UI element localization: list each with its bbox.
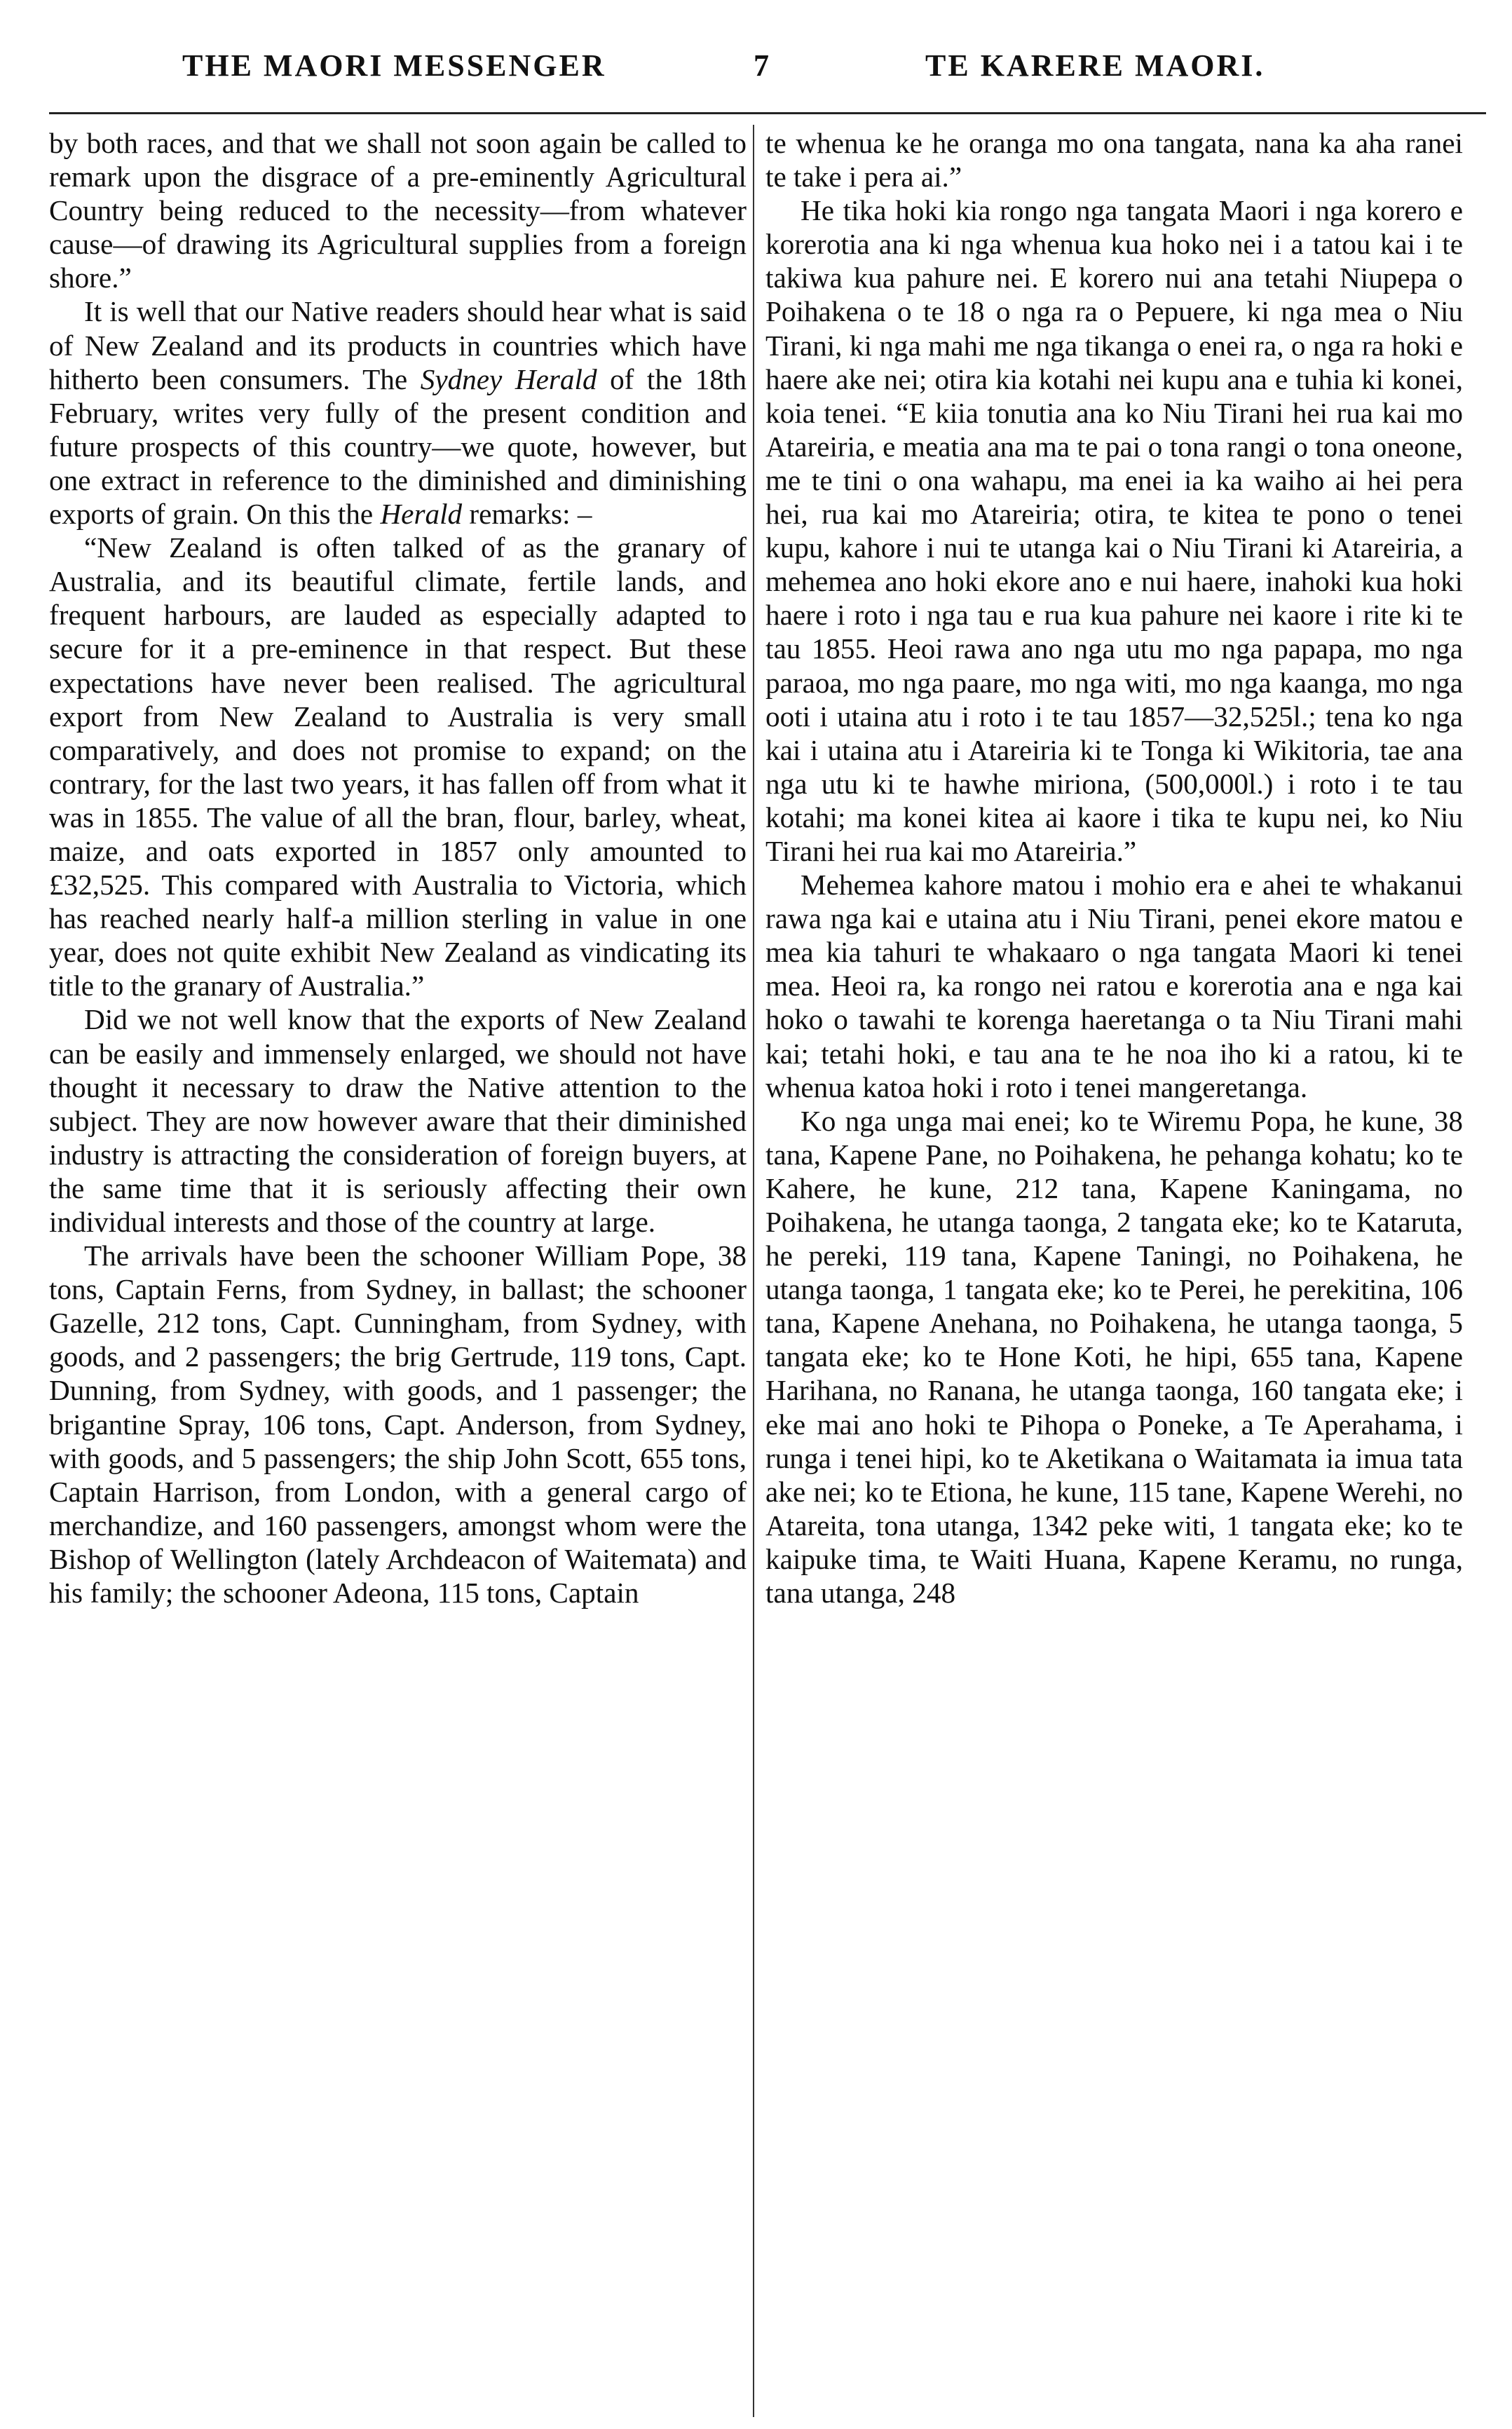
header-rule xyxy=(49,112,1486,114)
english-column xyxy=(49,126,747,1610)
english-paragraph-2 xyxy=(49,294,747,531)
maori-paragraph-2: He tika hoki kia rongo nga tangata Maori i nga korero e korerotia ana ki nga whenua kua hoko nei i a tatou kai i te takiwa kua pahure nei. E korero nui ana tetahi Niupepa o Poihakena o te 18 o nga ra o Pepuere, ki nga mea o Niu Tirani, ki nga mahi me nga tikanga o enei ra, o nga ra hoki e haere ake nei; otira kia kotahi nei kupu ana e tuhia ki konei, koia tenei. “E kiia tonutia ana ko Niu Tirani hei rua kai mo Atareiria, e meatia ana ma te pai o tona rangi o tona oneone, me te tini o ona wahapu, ma enei ia ka waiho ai hei pera hei, rua kai mo Atareiria; otira, te kitea te pono o tenei kupu, kahore i nui te utanga kai o Niu Tirani ki Atareiria, a mehemea ano hoki ekore ano e nui haere, inahoki kua hoki haere i roto i nga tau e rua kua pahure nei kaore i rite ki te tau 1855. Heoi rawa ano nga utu mo nga papapa, mo nga paraoa, mo nga paare, mo nga witi, mo nga kaanga, mo nga ooti i utaina atu i roto i te tau 1857—32,525l.; tena ko nga kai i utaina atu i Atareiria ki te Tonga ki Wikitoria, tae ana nga utu ki te hawhe miriona, (500,000l.) i roto i te tau kotahi; ma konei kitea ai kaore i tika te kupu nei, ko Niu Tirani hei rua kai mo Atareiria.” xyxy=(765,194,1463,867)
maori-column xyxy=(765,126,1463,1610)
header-title-maori: TE KARERE MAORI. xyxy=(925,48,1265,83)
maori-paragraph-1: te whenua ke he oranga mo ona tangata, nana ka aha ranei te take i pera ai.” xyxy=(765,127,1463,193)
column-divider xyxy=(753,125,754,2417)
text-run: of the 18th February, writes very fully of the present condition and future prospects of this country—we quote, however, but one extract in reference to the diminished and diminishing exports of grain. On this the xyxy=(49,362,747,531)
newspaper-name-italic: Sydney Herald xyxy=(420,362,597,395)
english-paragraph-1: by both races, and that we shall not soon again be called to remark upon the disgrace of a pre-eminently Agricultural Country being reduced to the necessity—from whatever cause—of drawing its Agricultural supplies from a foreign shore.” xyxy=(49,127,747,294)
english-paragraph-4: Did we not well know that the exports of New Zealand can be easily and immensely enlarged, we should not have thought it necessary to draw the Native attention to the subject. They are now however aware that their diminished industry is attracting the consideration of foreign buyers, at the same time that it is seriously affecting their own individual interests and those of the country at large. xyxy=(49,1003,747,1238)
text-run: remarks: – xyxy=(462,498,592,531)
text-run: It is well that our Native readers should hear what is said of New Zealand and its products in countries which have hitherto been consumers. The xyxy=(49,295,747,395)
english-arrivals-paragraph: The arrivals have been the schooner William Pope, 38 tons, Captain Ferns, from Sydney, in ballast; the schooner Gazelle, 212 tons, Capt. Cunningham, from Sydney, with goods, and 2 passengers; the brig Gertrude, 119 tons, Capt. Dunning, from Sydney, with goods, and 1 passenger; the brigantine Spray, 106 tons, Capt. Anderson, from Sydney, with goods, and 5 passengers; the ship John Scott, 655 tons, Captain Harrison, from London, with a general cargo of merchandize, and 160 passengers, amongst whom were the Bishop of Wellington (lately Archdeacon of Waitemata) and his family; the schooner Adeona, 115 tons, Captain xyxy=(49,1239,747,1610)
newspaper-name-italic: Herald xyxy=(380,498,463,531)
maori-arrivals-paragraph: Ko nga unga mai enei; ko te Wiremu Popa, he kune, 38 tana, Kapene Pane, no Poihakena, he pehanga kohatu; ko te Kahere, he kune, 212 tana, Kapene Kaningama, no Poihakena, he utanga taonga, 2 tangata eke; ko te Kataruta, he pereki, 119 tana, Kapene Taningi, no Poihakena, he utanga taonga, 1 tangata eke; ko te Perei, he perekitina, 106 tana, Kapene Anehana, no Poihakena, he utanga taonga, 5 tangata eke; ko te Hone Koti, he hipi, 655 tana, Kapene Harihana, no Ranana, he utanga taonga, 160 tangata eke; i eke mai ano hoki te Pihopa o Poneke, a Te Aperahama, i runga i tenei hipi, ko te Aketikana o Waitamata ia imua tata ake nei; ko te Etiona, he kune, 115 tane, Kapene Werehi, no Atareita, tona utanga, 1342 peke witi, 1 tangata eke; ko te kaipuke tima, te Waiti Huana, Kapene Keramu, no runga, tana utanga, 248 xyxy=(765,1104,1463,1610)
english-quote-paragraph: “New Zealand is often talked of as the granary of Australia, and its beautiful climate, fertile lands, and frequent harbours, are lauded as especially adapted to secure for it a pre-eminence in that respect. But these expectations have never been realised. The agricultural export from New Zealand to Australia is very small comparatively, and does not promise to expand; on the contrary, for the last two years, it has fallen off from what it was in 1855. The value of all the bran, flour, barley, wheat, maize, and oats exported in 1857 only amounted to £32,525. This compared with Australia to Victoria, which has reached nearly half-a million sterling in value in one year, does not quite exhibit New Zealand as vindicating its title to the granary of Australia.” xyxy=(49,531,747,1002)
header-title-english: THE MAORI MESSENGER xyxy=(182,48,606,83)
maori-paragraph-3: Mehemea kahore matou i mohio era e ahei te whakanui rawa nga kai e utaina atu i Niu Tirani, penei ekore matou e mea kia tahuri te whakaaro o nga tangata Maori ki tenei mea. Heoi ra, ka rongo nei ratou e korerotia ana e nga kai hoko o tawahi te korenga haeretanga o ta Niu Tirani mahi kai; tetahi hoki, e tau ana te he noa iho ki a ratou, ki te whenua katoa hoki i roto i tenei mangeretanga. xyxy=(765,869,1463,1103)
page-header xyxy=(49,41,1463,90)
page-number: 7 xyxy=(754,48,771,83)
